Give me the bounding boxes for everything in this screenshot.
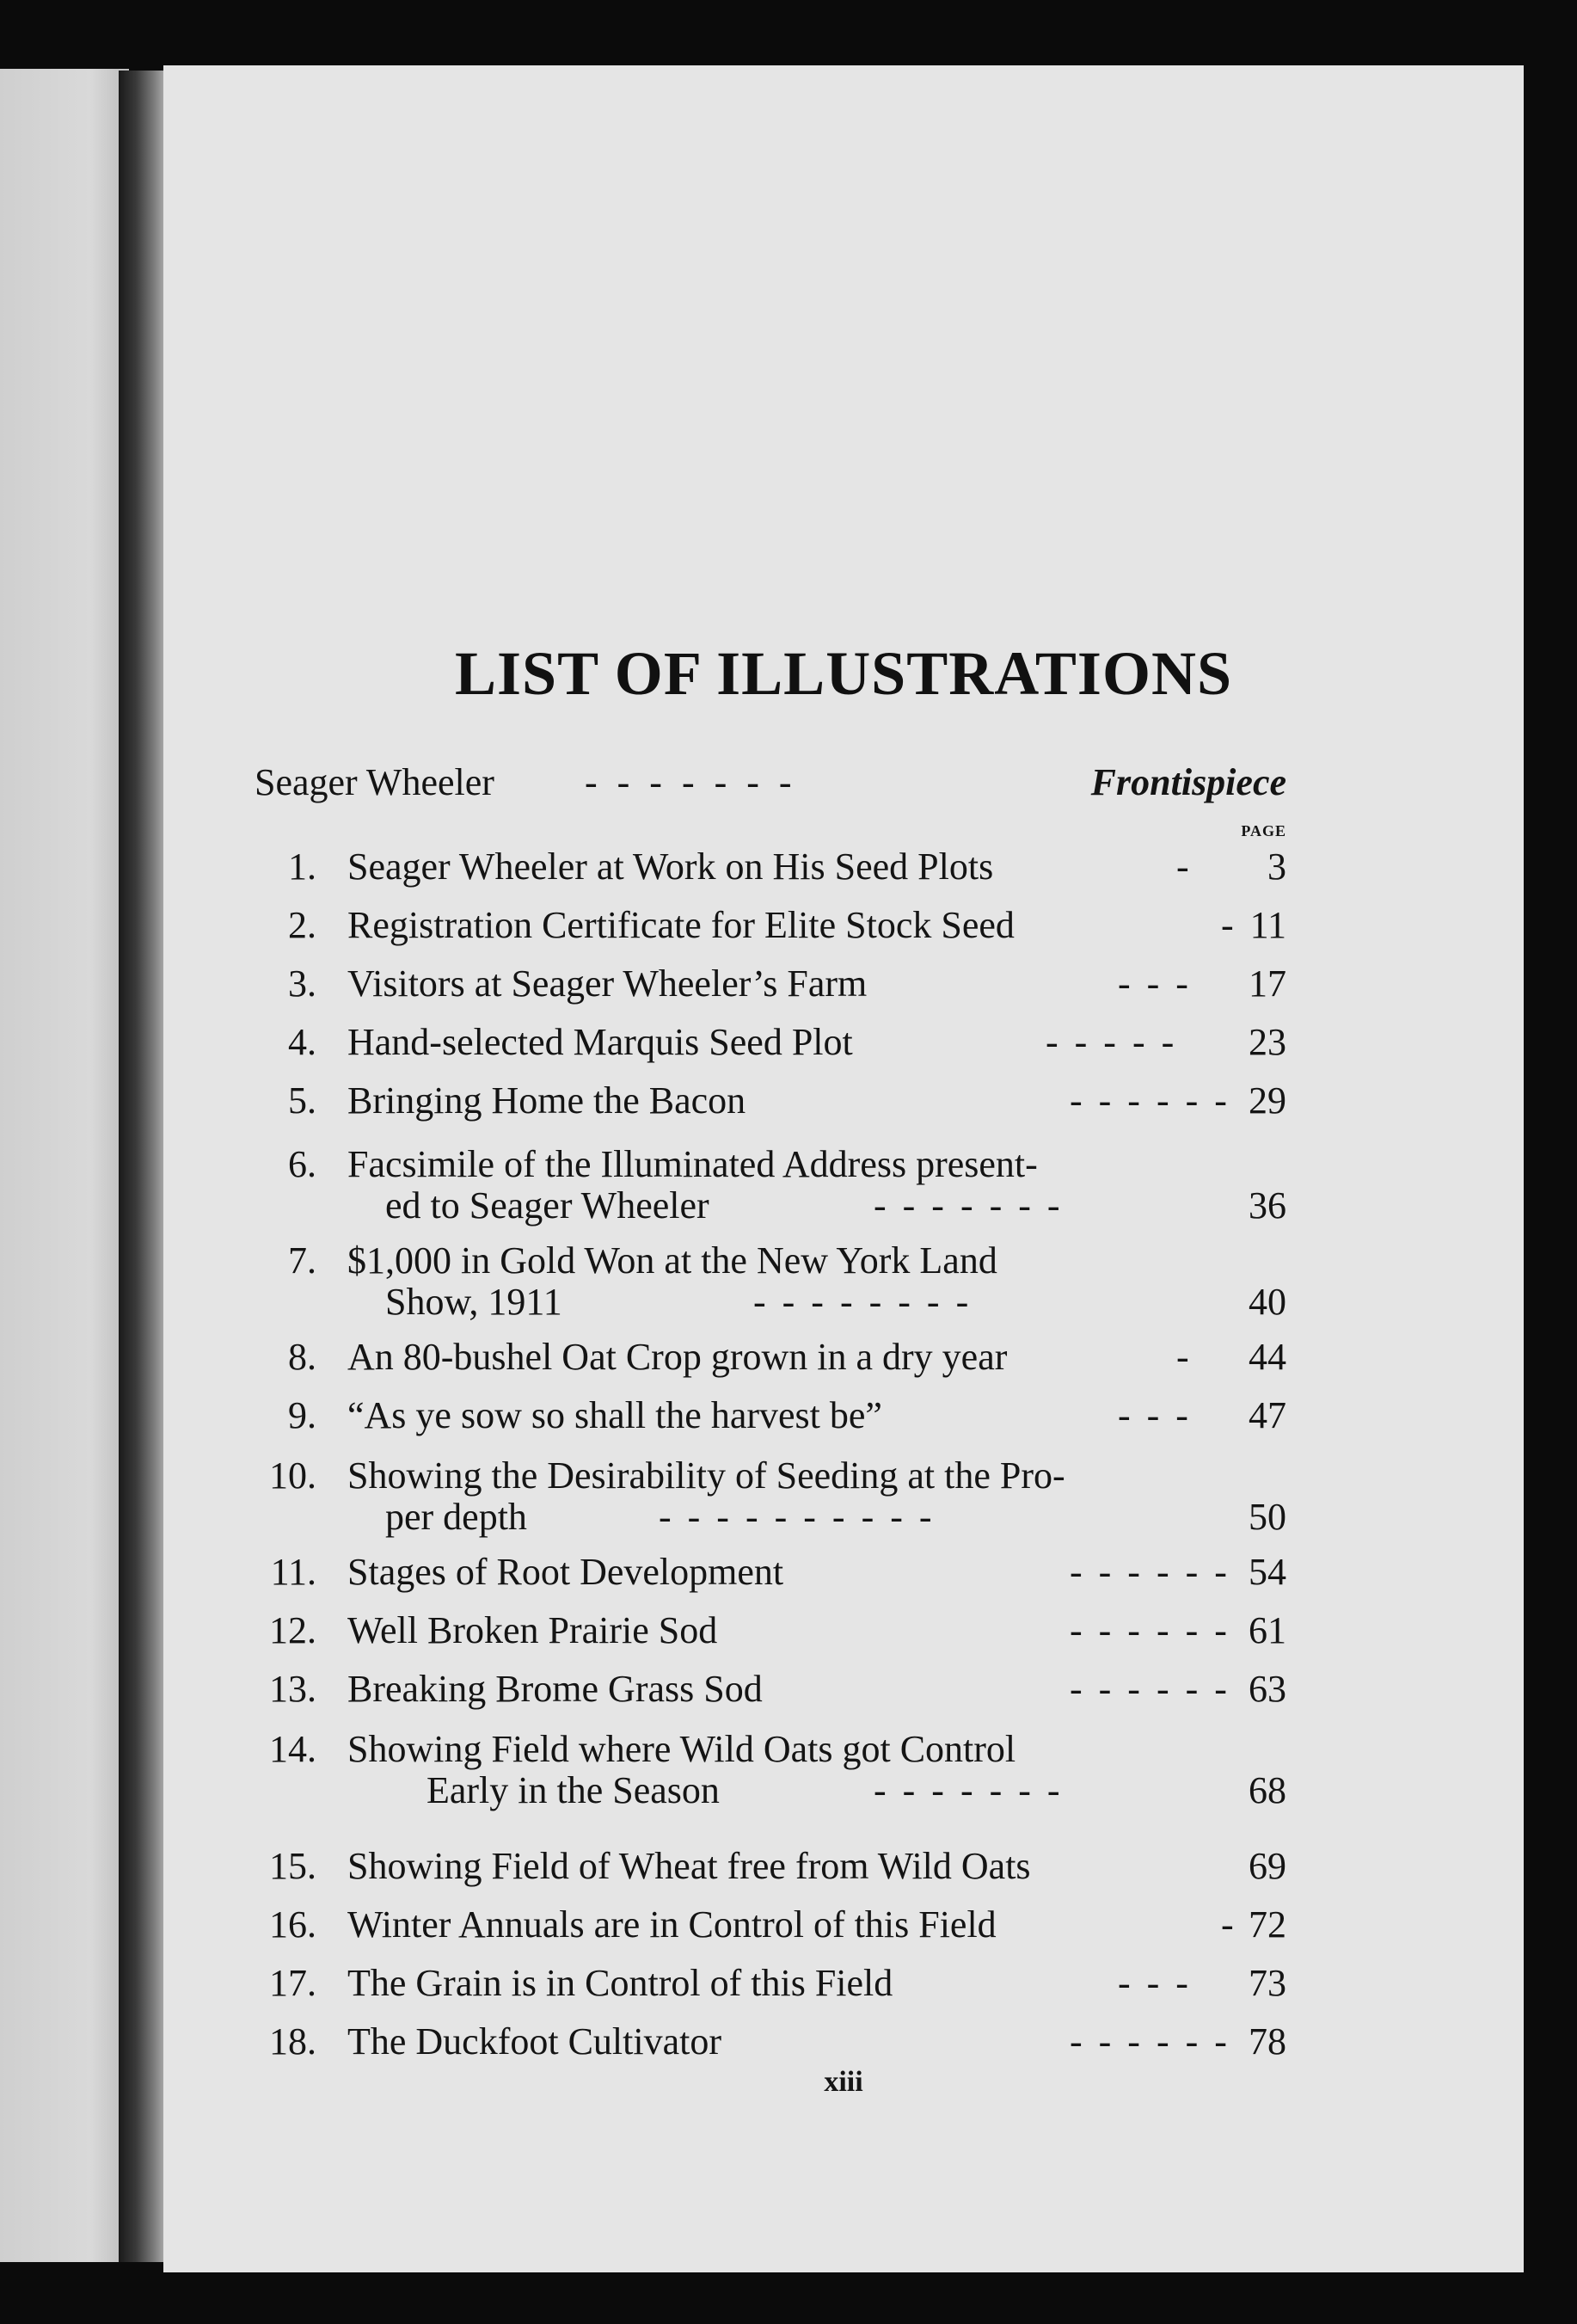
entry-page-number: 50 xyxy=(1249,1496,1286,1538)
entry-leader: - xyxy=(1221,1903,1237,1946)
entry-title-continued: Early in the Season xyxy=(426,1769,720,1811)
illustration-entry xyxy=(255,845,1286,896)
entry-leader: - - - - - - xyxy=(1070,1609,1230,1651)
entry-number: 3. xyxy=(288,962,316,1005)
entry-number: 17. xyxy=(269,1962,316,2004)
book-gutter-shadow xyxy=(119,71,169,2262)
illustration-entry xyxy=(255,1727,1286,1827)
entry-title: Hand-selected Marquis Seed Plot xyxy=(347,1021,853,1063)
entry-leader: - - - xyxy=(1118,962,1192,1005)
entry-number: 10. xyxy=(269,1454,316,1497)
entry-page-number: 69 xyxy=(1249,1845,1286,1887)
frontispiece-leader: - - - - - - - xyxy=(585,761,797,803)
entry-leader: - - - - - xyxy=(1046,1021,1178,1063)
entry-page-number: 44 xyxy=(1249,1336,1286,1378)
entry-page-number: 3 xyxy=(1267,845,1286,888)
entry-leader: - - - - - - xyxy=(1070,1668,1230,1710)
entry-page-number: 68 xyxy=(1249,1769,1286,1811)
entry-number: 14. xyxy=(269,1728,316,1770)
entry-title-continued: Show, 1911 xyxy=(385,1281,562,1323)
entry-page-number: 78 xyxy=(1249,2020,1286,2063)
entry-number: 16. xyxy=(269,1903,316,1946)
entry-title: The Duckfoot Cultivator xyxy=(347,2020,722,2063)
entry-title: Facsimile of the Illuminated Address present- xyxy=(347,1143,1038,1185)
entry-number: 5. xyxy=(288,1079,316,1122)
illustration-entry xyxy=(255,903,1286,955)
illustration-entry xyxy=(255,962,1286,1013)
entry-number: 13. xyxy=(269,1668,316,1710)
entry-page-number: 63 xyxy=(1249,1668,1286,1710)
entry-title: Showing the Desirability of Seeding at the Pro- xyxy=(347,1454,1065,1497)
entry-page-number: 29 xyxy=(1249,1079,1286,1122)
entry-page-number: 11 xyxy=(1249,904,1286,946)
entry-title: The Grain is in Control of this Field xyxy=(347,1962,893,2004)
entry-title-continued: ed to Seager Wheeler xyxy=(385,1184,709,1227)
entry-leader: - - - - - - - - xyxy=(753,1281,973,1323)
entry-leader: - - - - - - - xyxy=(874,1769,1064,1811)
entry-number: 18. xyxy=(269,2020,316,2063)
entry-leader: - - - xyxy=(1118,1962,1192,2004)
entry-leader: - - - - - - xyxy=(1070,1079,1230,1122)
illustration-entry xyxy=(255,2020,1286,2071)
entry-page-number: 54 xyxy=(1249,1551,1286,1593)
entry-page-number: 40 xyxy=(1249,1281,1286,1323)
illustration-entry xyxy=(255,1020,1286,1072)
entry-number: 2. xyxy=(288,904,316,946)
entry-leader: - - - - - - xyxy=(1070,2020,1230,2063)
entry-title: “As ye sow so shall the harvest be” xyxy=(347,1394,882,1436)
illustration-entry xyxy=(255,1961,1286,2013)
entry-number: 15. xyxy=(269,1845,316,1887)
page-title: LIST OF ILLUSTRATIONS xyxy=(455,639,1232,708)
entry-title: Breaking Brome Grass Sod xyxy=(347,1668,763,1710)
entry-number: 9. xyxy=(288,1394,316,1436)
illustration-entry xyxy=(255,1844,1286,1896)
entry-title: An 80-bushel Oat Crop grown in a dry year xyxy=(347,1336,1008,1378)
entry-title: Well Broken Prairie Sod xyxy=(347,1609,718,1651)
illustration-entry xyxy=(255,1079,1286,1130)
entry-page-number: 17 xyxy=(1249,962,1286,1005)
illustration-entry xyxy=(255,1142,1286,1242)
illustration-entry xyxy=(255,1335,1286,1386)
page-number: xiii xyxy=(824,2066,863,2098)
illustration-entry xyxy=(255,1667,1286,1718)
entry-number: 7. xyxy=(288,1239,316,1282)
entry-number: 11. xyxy=(270,1551,316,1593)
illustration-list xyxy=(163,65,1524,2272)
entry-title: Showing Field of Wheat free from Wild Oats xyxy=(347,1845,1031,1887)
entry-title: $1,000 in Gold Won at the New York Land xyxy=(347,1239,997,1282)
entry-title: Registration Certificate for Elite Stock Seed xyxy=(347,904,1015,946)
frontispiece-page: Frontispiece xyxy=(1090,761,1286,803)
page-column-header: PAGE xyxy=(1241,822,1286,839)
facing-page-edge xyxy=(0,69,129,2262)
entry-page-number: 72 xyxy=(1249,1903,1286,1946)
entry-number: 1. xyxy=(288,845,316,888)
entry-leader: - - - xyxy=(1118,1394,1192,1436)
entry-number: 4. xyxy=(288,1021,316,1063)
illustration-entry xyxy=(255,1239,1286,1338)
illustration-entry xyxy=(255,1393,1286,1445)
illustration-entry xyxy=(255,1454,1286,1553)
entry-page-number: 73 xyxy=(1249,1962,1286,2004)
entry-number: 6. xyxy=(288,1143,316,1185)
entry-page-number: 36 xyxy=(1249,1184,1286,1227)
entry-leader: - xyxy=(1176,845,1193,888)
entry-leader: - - - - - - xyxy=(1070,1551,1230,1593)
entry-page-number: 61 xyxy=(1249,1609,1286,1651)
book-page xyxy=(163,65,1524,2272)
entry-title: Bringing Home the Bacon xyxy=(347,1079,746,1122)
entry-title-continued: per depth xyxy=(385,1496,527,1538)
entry-title: Visitors at Seager Wheeler’s Farm xyxy=(347,962,868,1005)
entry-title: Showing Field where Wild Oats got Control xyxy=(347,1728,1016,1770)
illustration-entry xyxy=(255,1550,1286,1602)
entry-leader: - - - - - - - - - - xyxy=(659,1496,936,1538)
entry-page-number: 23 xyxy=(1249,1021,1286,1063)
illustration-entry xyxy=(255,1608,1286,1660)
entry-title: Stages of Root Development xyxy=(347,1551,784,1593)
illustration-entry xyxy=(255,1903,1286,1954)
entry-title: Winter Annuals are in Control of this Field xyxy=(347,1903,997,1946)
entry-number: 12. xyxy=(269,1609,316,1651)
entry-leader: - - - - - - - xyxy=(874,1184,1064,1227)
entry-page-number: 47 xyxy=(1249,1394,1286,1436)
entry-leader: - xyxy=(1221,904,1237,946)
entry-number: 8. xyxy=(288,1336,316,1378)
frontispiece-title: Seager Wheeler xyxy=(255,761,494,803)
entry-title: Seager Wheeler at Work on His Seed Plots xyxy=(347,845,994,888)
entry-leader: - xyxy=(1176,1336,1193,1378)
